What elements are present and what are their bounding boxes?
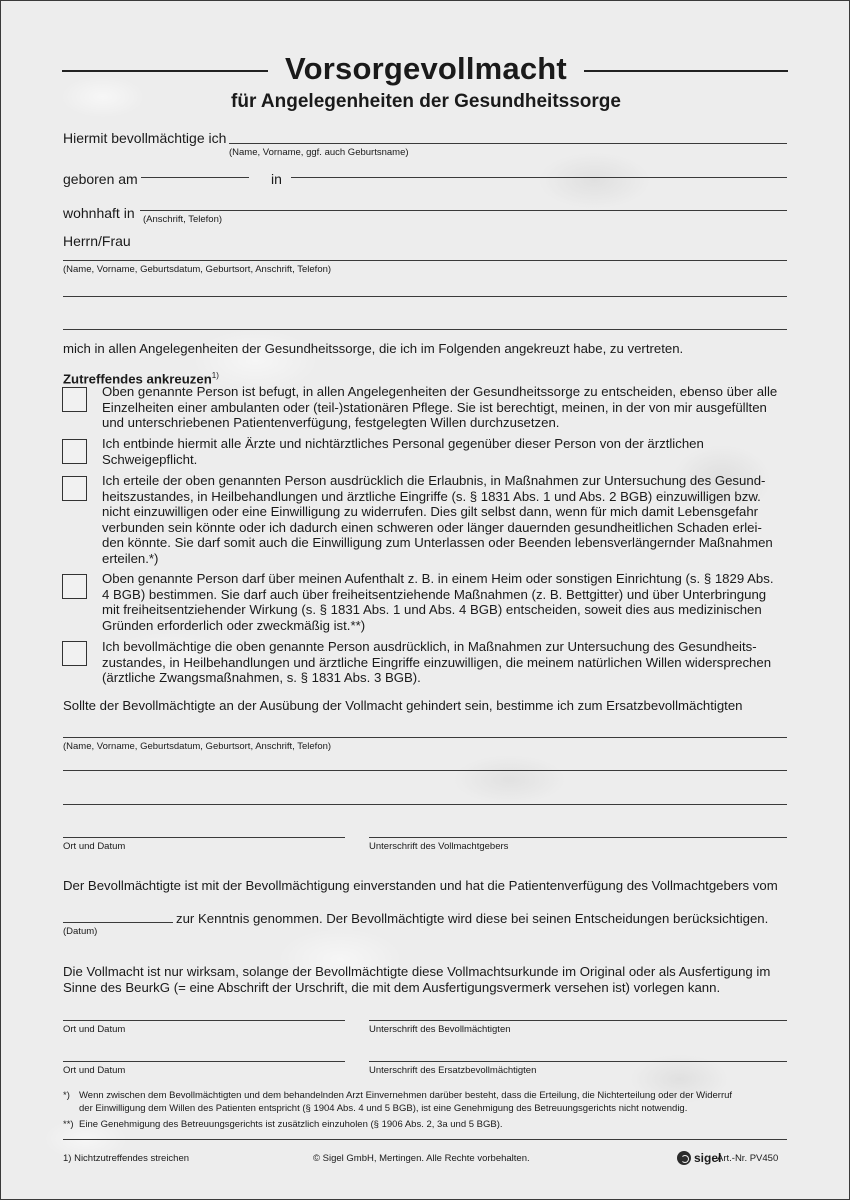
option-3-text [102,473,792,566]
footnote-1-marker: *) [63,1090,70,1101]
substitute-signature-label: Unterschrift des Ersatzbevollmächtigten [369,1065,537,1076]
option-4-line: Gründen erforderlich oder zweckmäßig ist.**) [102,617,366,633]
consent-line-2: zur Kenntnis genommen. Der Bevollmächtigte wird diese bei seinen Entscheidungen berücksichtigen. [176,911,769,926]
page-subtitle: für Angelegenheiten der Gesundheitssorge [231,91,621,112]
sigel-logo-icon [677,1151,691,1165]
agent-field-line-2[interactable] [63,296,787,297]
option-3-line: nicht einzuwilligen oder eine Einwilligung zu widerrufen. Dies gilt selbst dann, wenn für mich damit Lebensgefahr [102,504,759,519]
agent-signature-field[interactable] [369,1020,787,1021]
substitute-field-line-1[interactable] [63,737,787,738]
copyright: © Sigel GmbH, Mertingen. Alle Rechte vorbehalten. [313,1153,530,1164]
footnote-2-marker: **) [63,1119,74,1130]
birthplace-field[interactable] [291,177,787,178]
checkbox-option-4[interactable] [62,574,87,599]
checkbox-option-3[interactable] [62,476,87,501]
place-date-label-3: Ort und Datum [63,1065,126,1076]
consent-line-1: Der Bevollmächtigte ist mit der Bevollmächtigung einverstanden und hat die Patientenverfügung des Vollmachtgebers vom [63,878,778,893]
option-3-line: heitszustandes, in Heilbehandlungen und ärztliche Eingriffe (s. § 1831 Abs. 1 und Abs. 2 BGB) einzuwilligen bzw. [102,488,761,504]
birthplace-label: in [271,171,282,187]
option-3-line: den könnte. Sie darf somit auch die Einwilligung zum Unterlassen oder Beenden lebensverlängernder Maßnahmen [102,535,773,550]
agent-hint: (Name, Vorname, Geburtsdatum, Geburtsort, Anschrift, Telefon) [63,264,332,275]
options-heading-note: 1) [211,371,219,380]
option-2-text [102,436,792,467]
option-1-line: Oben genannte Person ist befugt, in allen Angelegenheiten der Gesundheitssorge zu entscheiden, ebenso über alle [102,384,778,399]
place-date-field-2[interactable] [63,1020,345,1021]
option-2-line: Ich entbinde hiermit alle Ärzte und nichtärztliches Personal gegenüber dieser Person von der ärztlichen [102,436,704,451]
option-5-line: Ich bevollmächtige die oben genannte Person ausdrücklich, in Maßnahmen zur Untersuchung des Gesundheits- [102,639,757,654]
footer-divider [63,1139,787,1140]
checkbox-option-1[interactable] [62,387,87,412]
substitute-statement: Sollte der Bevollmächtigte an der Ausübung der Vollmacht gehindert sein, bestimme ich zum Ersatzbevollmächtigten [63,698,743,713]
page-title: Vorsorgevollmacht [285,51,567,86]
residing-label: wohnhaft in [63,205,135,221]
footnote-1-line: Wenn zwischen dem Bevollmächtigten und dem behandelnden Arzt Einvernehmen darüber besteht, dass die Erteilung, die Nichterteilung oder der Widerruf [79,1090,733,1101]
place-date-label-1: Ort und Datum [63,841,126,852]
authorize-label: Hiermit bevollmächtige ich [63,130,227,146]
sigel-logo [677,1151,721,1165]
option-1-line: und unterschriebenen Patientenverfügung, festgelegten Willen durchzusetzen. [102,415,560,430]
validity-line-1: Die Vollmacht ist nur wirksam, solange der Bevollmächtigte diese Vollmachtsurkunde im Original oder als Ausfertigung im [63,964,771,979]
option-5-line: (ärztliche Zwangsmaßnahmen, s. § 1831 Abs. 3 BGB). [102,670,421,685]
option-3-line: Ich erteile der oben genannten Person ausdrücklich die Erlaubnis, in Maßnahmen zur Untersuchung des Gesund- [102,473,766,488]
substitute-field-line-2[interactable] [63,770,787,771]
substitute-hint: (Name, Vorname, Geburtsdatum, Geburtsort, Anschrift, Telefon) [63,741,332,752]
address-field[interactable] [140,210,787,211]
address-hint: (Anschrift, Telefon) [143,214,223,225]
sigel-logo-text: sigel [694,1151,722,1165]
option-3-line: verbunden sein könnte oder ich dadurch einen schweren oder länger dauernden gesundheitlichen Schaden erlei- [102,519,762,535]
place-date-label-2: Ort und Datum [63,1024,126,1035]
checkbox-option-2[interactable] [62,439,87,464]
option-5-text [102,639,792,686]
principal-name-field[interactable] [229,143,787,144]
substitute-field-line-3[interactable] [63,804,787,805]
footnote-1-line: der Einwilligung dem Willen des Patienten entspricht (§ 1904 Abs. 4 und 5 BGB), ist eine Genehmigung des Betreuungsgerichts nicht notwendig. [79,1102,688,1114]
footnote-1 [79,1090,791,1115]
born-label: geboren am [63,171,138,187]
footnote-2: Eine Genehmigung des Betreuungsgerichts ist zusätzlich einzuholen (§ 1906 Abs. 2, 3a und 5 BGB). [79,1119,503,1130]
agent-field-line-3[interactable] [63,329,787,330]
option-1-line: Einzelheiten einer ambulanten oder (teil-)stationären Pflege. Sie ist berechtigt, meinen, in der von mir ausgefüllten [102,399,767,415]
option-1-text [102,384,792,431]
principal-signature-field[interactable] [369,837,787,838]
birthdate-field[interactable] [141,177,249,178]
option-2-line: Schweigepflicht. [102,451,198,467]
principal-signature-label: Unterschrift des Vollmachtgebers [369,841,509,852]
strike-note: 1) Nichtzutreffendes streichen [63,1153,190,1164]
principal-name-hint: (Name, Vorname, ggf. auch Geburtsname) [229,147,409,158]
option-4-line: Oben genannte Person darf über meinen Aufenthalt z. B. in einem Heim oder sonstigen Einrichtung (s. § 1829 Abs. [102,571,774,586]
option-5-line: zustandes, in Heilbehandlungen und ärztliche Eingriffe einzuwilligen, die meinem natürlichen Willen widersprechen [102,654,772,670]
place-date-field-3[interactable] [63,1061,345,1062]
date-hint: (Datum) [63,926,98,937]
agent-field-line-1[interactable] [63,260,787,261]
advance-directive-date-field[interactable] [63,922,173,923]
option-4-line: 4 BGB) bestimmen. Sie darf auch über freiheitsentziehende Maßnahmen (z. B. Bettgitter) und über Unterbringung [102,586,767,602]
option-3-line: erteilen.*) [102,550,159,566]
substitute-signature-field[interactable] [369,1061,787,1062]
checkbox-option-5[interactable] [62,641,87,666]
agent-statement: mich in allen Angelegenheiten der Gesundheitssorge, die ich im Folgenden angekreuzt habe, zu vertreten. [63,341,684,356]
article-number: Art.-Nr. PV450 [717,1153,779,1164]
options-heading: Zutreffendes ankreuzen$^{1)}$ [63,371,219,387]
agent-signature-label: Unterschrift des Bevollmächtigten [369,1024,511,1035]
place-date-field-1[interactable] [63,837,345,838]
option-4-text [102,571,792,633]
agent-label: Herrn/Frau [63,233,131,249]
option-4-line: mit freiheitsentziehender Wirkung (s. § 1831 Abs. 1 und Abs. 4 BGB) entscheiden, soweit dies aus medizinischen [102,602,762,617]
validity-line-2: Sinne des BeurkG (= eine Abschrift der Urschrift, die mit dem Ausfertigungsvermerk versehen ist) vorlegen kann. [63,980,721,995]
